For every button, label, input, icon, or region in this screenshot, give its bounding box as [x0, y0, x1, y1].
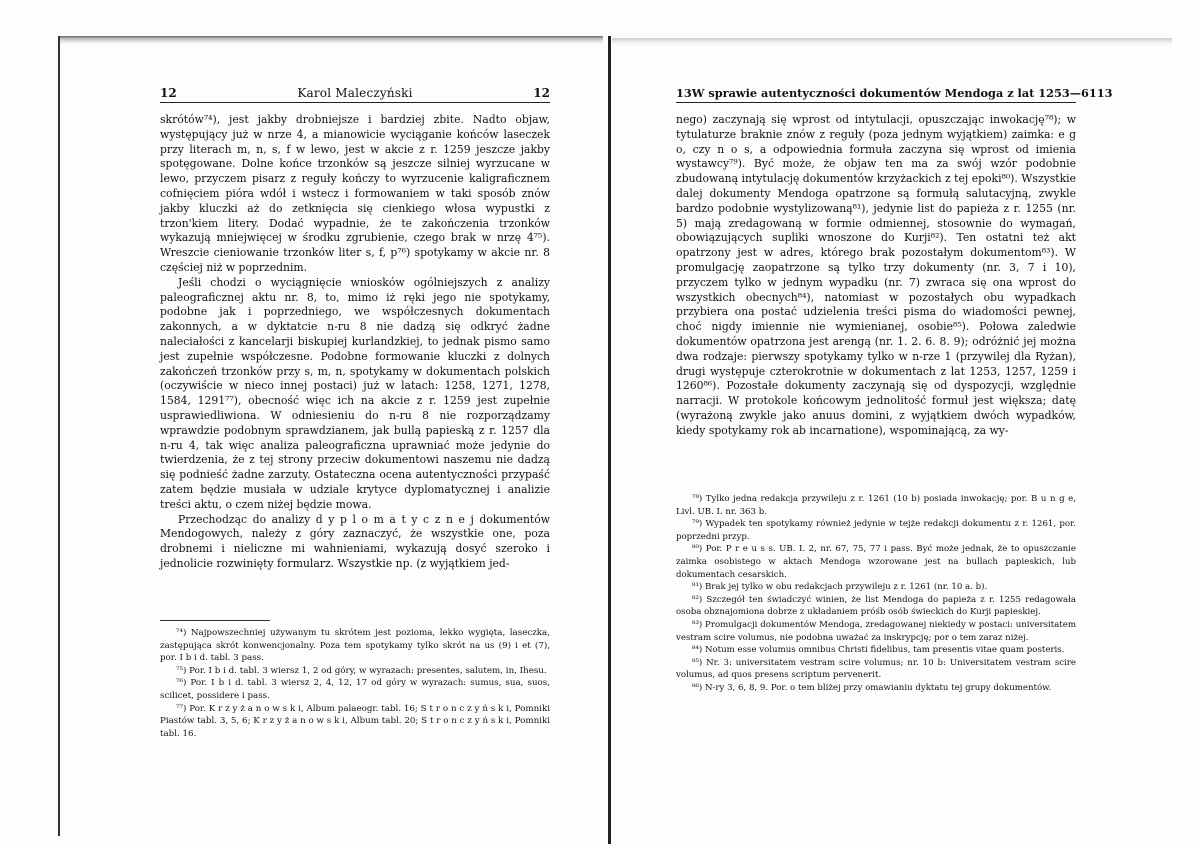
left-body-text	[160, 113, 550, 572]
left-footnotes	[160, 627, 550, 740]
footnote-86: ⁸⁶) N-ry 3, 6, 8, 9. Por. o tem bliżej przy omawianiu dyktatu tej grupy dokumentów.	[692, 682, 1052, 693]
left-footnotes-block	[160, 606, 550, 740]
right-running-head-title: W sprawie autentyczności dokumentów Mendoga z lat 1253—61	[691, 86, 1097, 100]
footnote-84: ⁸⁴) Notum esse volumus omnibus Christi fidelibus, tam presentis vitae quam posteris.	[692, 645, 1065, 656]
right-page-number-inner: 13	[676, 86, 692, 100]
footnote-80: ⁸⁰) Por. P r e u s s. UB. I. 2, nr. 67, 75, 77 i pass. Być może jednak, że to opuszczanie zaimka osobistego w aktach Mendoga wzorowane jest na bullach papieskich, lub dokumentach cesarskich.	[676, 544, 1076, 580]
left-page-number-inner: 12	[533, 86, 550, 100]
left-running-head-author: Karol Maleczyński	[297, 86, 413, 100]
left-page-number-outer: 12	[160, 86, 177, 100]
footnote-82: ⁸²) Szczegół ten świadczyć winien, że list Mendoga do papieża z r. 1255 redagowała osoba obznajomiona dobrze z układaniem próśb osób świeckich do Kurji papieskiej.	[676, 594, 1076, 618]
footnote-75: ⁷⁵) Por. I b i d. tabl. 3 wiersz 1, 2 od góry, w wyrazach: presentes, salutem, in, Ihesu.	[176, 665, 547, 676]
right-body-text	[676, 113, 1076, 439]
footnote-74: ⁷⁴) Najpowszechniej używanym tu skrótem jest pozioma, lekko wygięta, laseczka, zastępująca skrót konwencjonalny. Poza tem spotykamy tylko skrót na us (9) i et (7), por. I b i d. tabl. 3 pass.	[160, 628, 550, 664]
left-paragraph-1: skrótów⁷⁴), jest jakby drobniejsze i bardziej zbite. Nadto objaw, występujący już w nrze 4, a mianowicie wyciąganie końców laseczek przy literach m, n, s, f w lewo, jest w akcie z r. 1259 jeszcze jakby spotęgowane. Dolne końce trzonków są jeszcze silniej wyrzucane w lewo, przyczem pisarz z reguły kończy to wyrzucenie kaligraficznem cofnięciem pióra wdół i wstecz i formowaniem w taki sposób znów jakby kluczki aż do zetknięcia się cienkiego włosa wypustki z trzon'kiem litery. Dodać wypadnie, że te zakończenia trzonków wykazują mniejwięcej w środku zgrubienie, czego brak w nrzę 4⁷⁵). Wreszcie cieniowanie trzonków liter s, f, p⁷⁶) spotykamy w akcie nr. 8 częściej niż w poprzednim.	[160, 113, 550, 274]
right-paragraph-1: nego) zaczynają się wprost od intytulacji, opuszczając inwokację⁷⁸); w tytulaturze braknie znów z reguły (poza jednym wyjątkiem) zaimka: e g o, czy n o s, a odpowiednia formuła zaczyna się wprost od imienia wystawcy⁷⁹). Być może, że objaw ten ma za swój wzór podobnie zbudowaną intytulację dokumentów krzyżackich z tej epoki⁸⁰). Wszystkie dalej dokumenty Mendoga opatrzone są formułą salutacyjną, zwykle bardzo podobnie wystylizowaną⁸¹), jedynie list do papieża z r. 1255 (nr. 5) mają zredagowaną w formie odmiennej, stosownie do wymagań, obowiązujących supliki wnoszone do Kurji⁸²). Ten ostatni też akt opatrzony jest w adres, którego brak pozostałym dokumentom⁸³). W promulgację zaopatrzone są tylko trzy dokumenty (nr. 3, 7 i 10), przyczem tylko w jednym wypadku (nr. 7) zwraca się ona wprost do wszystkich obecnych⁸⁴), natomiast w pozostałych obu wypadkach przybiera ona postać udzielenia treści pisma do wiadomości pewnej, choć nigdy imiennie nie wymienianej, osobie⁸⁵). Połowa zaledwie dokumentów opatrzona jest arengą (nr. 1. 2. 6. 8. 9); odróżnić jej można dwa rodzaje: pierwszy spotykamy tylko w n-rze 1 (przywilej dla Ryżan), drugi występuje czterokrotnie w dokumentach z lat 1253, 1257, 1259 i 1260⁸⁶). Pozostałe dokumenty zaczynają się od dyspozycji, względnie narracji. W protokole końcowym jednolitość formuł jest większa; datę (wyrażoną zwykle jako anuus domini, z wyjątkiem dwóch wypadków, kiedy spotykamy rok ab incarnatione), wspominającą, za wy-	[676, 113, 1076, 437]
footnote-78: ⁷⁸) Tylko jedna redakcja przywileju z r. 1261 (10 b) posiada inwokację; por. B u n g e, Livl. UB. I. nr. 363 b.	[676, 494, 1076, 517]
footnote-77: ⁷⁷) Por. K r z y ż a n o w s k i, Album palaeogr. tabl. 16; S t r o n c z y ń s k i, Pomniki Piastów tabl. 3, 5, 6; K r z y ż a n o w s k i, Album tabl. 20; S t r o n c z y ń s k i, Pomniki tabl. 16.	[160, 703, 550, 739]
right-page-number-outer: 13	[1096, 86, 1113, 100]
footnote-81: ⁸¹) Brak jej tylko w obu redakcjach przywileju z r. 1261 (nr. 10 a. b).	[692, 582, 988, 593]
left-paragraph-3: Przechodząc do analizy d y p l o m a t y c z n e j dokumentów Mendogowych, należy z góry zaznaczyć, że wszystkie one, poza drobnemi i nieliczne mi wahnieniami, wykazują dosyć szeroko i jednolicie rozwinięty formularz. Wszystkie np. (z wyjątkiem jed-	[160, 512, 550, 570]
right-page	[676, 86, 1113, 693]
footnote-85: ⁸⁵) Nr. 3: universitatem vestram scire volumus; nr. 10 b: Universitatem vestram scire volumus, ad quos presens scriptum pervenerit.	[676, 657, 1076, 681]
left-page	[160, 86, 550, 739]
right-footnotes	[676, 493, 1076, 695]
right-footnotes-block	[676, 481, 1076, 695]
right-running-head	[676, 86, 1113, 103]
footnote-83: ⁸³) Promulgacji dokumentów Mendoga, zredagowanej niekiedy w postaci: universitatem vestram scire volumus, nie podobna uważać za inskrypcję; por o tem zaraz niżej.	[676, 619, 1076, 643]
left-footnote-rule	[160, 620, 270, 621]
footnote-76: ⁷⁶) Por. I b i d. tabl. 3 wiersz 2, 4, 12, 17 od góry w wyrazach: sumus, sua, suos, scilicet, possidere i pass.	[160, 678, 550, 701]
scan-edge-top-left	[58, 36, 603, 44]
left-paragraph-2: Jeśli chodzi o wyciągnięcie wniosków ogólniejszych z analizy paleograficznej aktu nr. 8, to, mimo iż ręki jego nie spotykamy, podobne jak i poprzedniego, we współczesnych dokumentach zakonnych, a w dyktatcie n-ru 8 nie dadzą się odkryć żadne naleciałości z kancelarji biskupiej kurlandzkiej, to jednak pismo samo jest zupełnie współczesne. Podobne formowanie kluczki z dolnych zakończeń trzonków przy s, m, n, spotykamy w dokumentach polskich (oczywiście w nieco innej postaci) już w latach: 1258, 1271, 1278, 1584, 1291⁷⁷), obecność więc ich na akcie z r. 1259 jest zupełnie usprawiedliwiona. W odniesieniu do n-ru 8 nie rozporządzamy wprawdzie podobnym sprawdzianem, jak bullą papieską z r. 1257 dla n-ru 4, tak więc analiza paleograficzna uprawniać może jedynie do twierdzenia, że z tej strony przeciw dokumentowi naszemu nie dadzą się podnieść żadne zarzuty. Ostateczna ocena autentyczności przypaść zatem będzie musiała w udziale krytyce dyplomatycznej i analizie treści aktu, o czem niżej będzie mowa.	[160, 275, 550, 511]
book-gutter	[608, 36, 611, 844]
scan-edge-top-right	[612, 38, 1172, 46]
left-running-head	[160, 86, 550, 103]
scan-edge-left	[58, 36, 60, 836]
footnote-79: ⁷⁹) Wypadek ten spotykamy również jedynie w tejże redakcji dokumentu z r. 1261, por. poprzedni przyp.	[676, 519, 1076, 542]
